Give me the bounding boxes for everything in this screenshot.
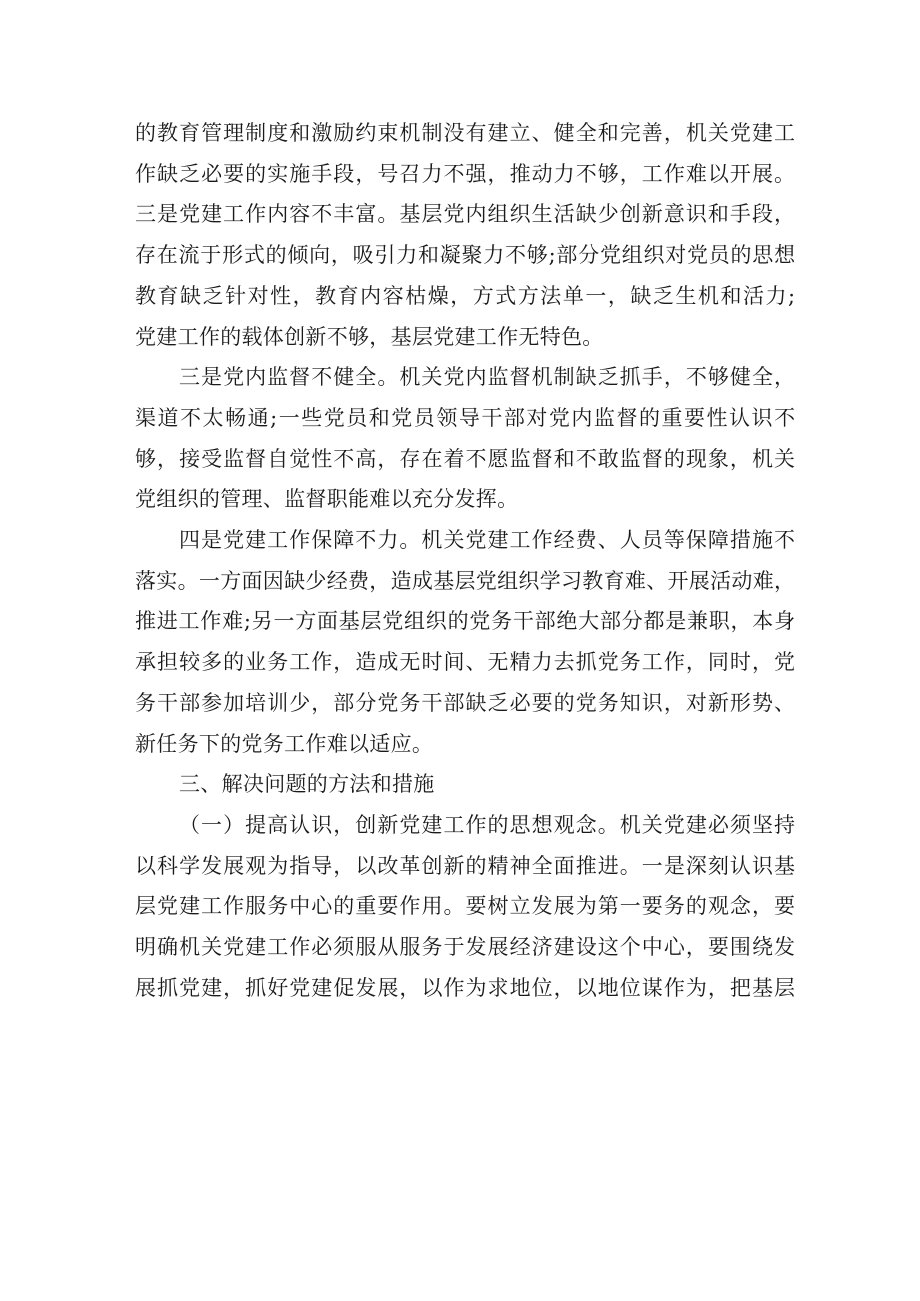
text-line: 明确机关党建工作必须服从服务于发展经济建设这个中心，要围绕发 [135, 935, 797, 960]
text-line: 四是党建工作保障不力。机关党建工作经费、人员等保障措施不 [179, 528, 797, 553]
paragraph-guarantee [135, 520, 795, 764]
text-line: 存在流于形式的倾向，吸引力和凝聚力不够;部分党组织对党员的思想 [135, 243, 796, 268]
text-line: 三是党内监督不健全。机关党内监督机制缺乏抓手，不够健全， [179, 365, 797, 390]
text-line: 层党建工作服务中心的重要作用。要树立发展为第一要务的观念，要 [135, 894, 797, 919]
text-line: 三是党建工作内容不丰富。基层党内组织生活缺少创新意识和手段， [135, 202, 797, 227]
section-heading [135, 764, 795, 805]
paragraph-measure-1 [135, 805, 795, 1009]
text-line: 新任务下的党务工作难以适应。 [135, 731, 434, 756]
text-line: 务干部参加培训少，部分党务干部缺乏必要的党务知识，对新形势、 [135, 690, 797, 715]
text-line: 作缺乏必要的实施手段，号召力不强，推动力不够，工作难以开展。 [135, 161, 797, 186]
paragraph-continuation [135, 113, 795, 357]
text-line: 落实。一方面因缺少经费，造成基层党组织学习教育难、开展活动难， [135, 568, 796, 593]
text-line: 的教育管理制度和激励约束机制没有建立、健全和完善，机关党建工 [135, 121, 797, 145]
paragraph-supervision [135, 357, 795, 520]
text-line: 以科学发展观为指导，以改革创新的精神全面推进。一是深刻认识基 [135, 853, 797, 878]
text-line: （一）提高认识，创新党建工作的思想观念。机关党建必须坚持 [179, 812, 797, 837]
text-line: 承担较多的业务工作，造成无时间、无精力去抓党务工作，同时，党 [135, 650, 797, 675]
text-line: 党组织的管理、监督职能难以充分发挥。 [135, 487, 519, 512]
text-line: 党建工作的载体创新不够，基层党建工作无特色。 [135, 324, 604, 349]
text-line: 推进工作难;另一方面基层党组织的党务干部绝大部分都是兼职，本身 [135, 609, 796, 634]
document-body [135, 113, 795, 1008]
text-line: 够，接受监督自觉性不高，存在着不愿监督和不敢监督的现象，机关 [135, 446, 797, 471]
section-heading-text: 三、解决问题的方法和措施 [179, 772, 435, 797]
text-line: 教育缺乏针对性，教育内容枯燥，方式方法单一，缺乏生机和活力; [135, 283, 797, 308]
text-line: 渠道不太畅通;一些党员和党员领导干部对党内监督的重要性认识不 [135, 405, 797, 430]
text-line: 展抓党建，抓好党建促发展，以作为求地位，以地位谋作为，把基层 [135, 975, 797, 1000]
